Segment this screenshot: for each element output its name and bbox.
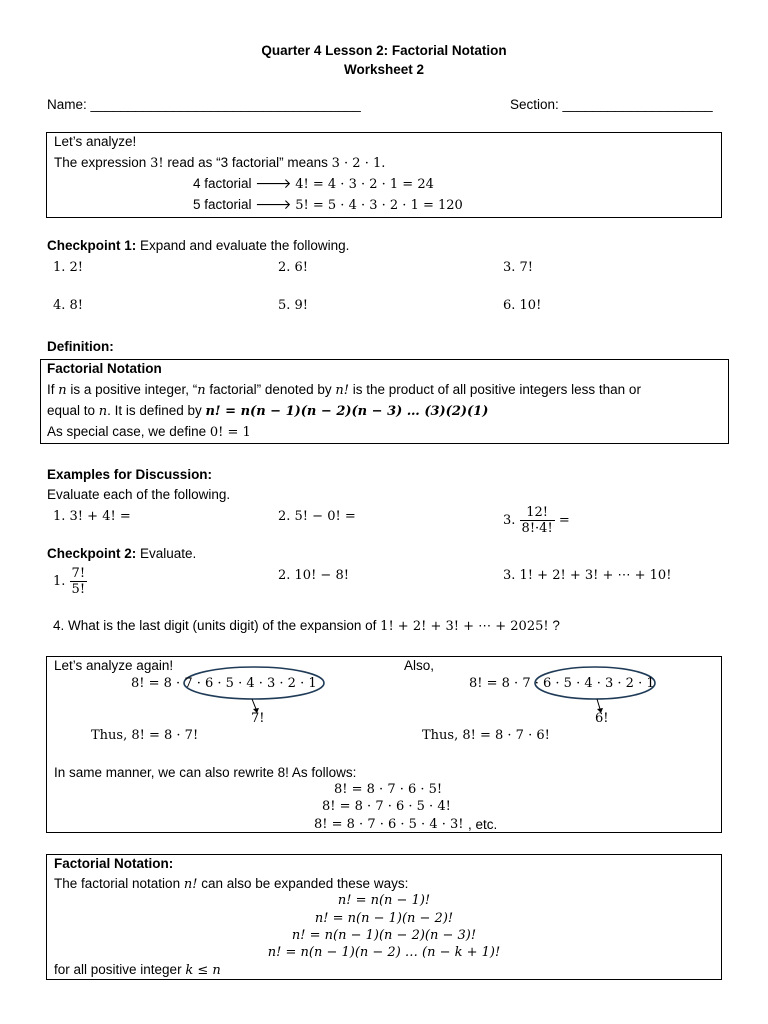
right-thus-line: Thus, 8! = 8 · 7 · 6! [422, 728, 550, 743]
definition-text: equal to [47, 403, 99, 418]
rewrite-eq-1: 8! = 8 · 7 · 6 · 5! [334, 782, 443, 797]
checkpoint1-item-3: 3. 7! [503, 260, 534, 275]
section-field[interactable]: Section: ____________________ [510, 97, 713, 112]
intro-end: can also be expanded these ways: [197, 876, 409, 891]
notation-eq-3: n! = n(n − 1)(n − 2)(n − 3)! [291, 928, 477, 943]
definition-text: factorial” denoted by [205, 382, 336, 397]
etc-label: , etc. [468, 817, 498, 832]
checkpoint2-item-2: 2. 10! − 8! [278, 568, 349, 583]
fraction-numerator: 7! [71, 566, 86, 581]
definition-text: . It is defined by [107, 403, 206, 418]
notation-footer [54, 962, 221, 978]
n-factorial: n! [183, 877, 198, 892]
variable-n: n [58, 383, 67, 398]
left-expansion [131, 676, 317, 691]
five-factorial-label: 5 factorial [193, 197, 256, 212]
notation-eq-1: n! = n(n − 1)! [337, 893, 431, 908]
right-arrow-label: 6! [595, 711, 609, 726]
notation-eq-4: n! = n(n − 1)(n − 2) … (n − k + 1)! [267, 945, 501, 960]
question-text: 4. What is the last digit (units digit) of the expansion of [53, 618, 381, 633]
footer-text: for all positive integer [54, 962, 186, 977]
definition-heading: Definition: [47, 339, 114, 354]
also-label: Also, [404, 658, 435, 673]
checkpoint1-item-2: 2. 6! [278, 260, 309, 275]
right-arrow-icon: 🡒 [255, 176, 292, 191]
left-arrow-label: 7! [251, 711, 265, 726]
rewrite-eq-2: 8! = 8 · 7 · 6 · 5 · 4! [322, 799, 451, 814]
name-field[interactable]: Name: ____________________________________ [47, 97, 361, 112]
question-end: ? [548, 618, 560, 633]
fraction-denominator: 5! [71, 582, 86, 597]
variable-n: n [197, 383, 206, 398]
analyze-again-heading: Let’s analyze again! [54, 658, 174, 673]
notation-title: Factorial Notation: [54, 856, 174, 871]
checkpoint2-text: Evaluate. [136, 546, 197, 561]
rewrite-text: In same manner, we can also rewrite 8! As follows: [54, 765, 357, 780]
notation-intro [54, 876, 408, 892]
checkpoint1-item-6: 6. 10! [503, 298, 542, 313]
analyze-heading: Let’s analyze! [54, 134, 137, 149]
n-factorial: n! [335, 383, 350, 398]
rewrite-eq-3: 8! = 8 · 7 · 6 · 5 · 4 · 3! [314, 817, 464, 832]
intro-text: The factorial notation [54, 876, 184, 891]
expansion-prefix: 8! = 8 · [131, 676, 181, 691]
zero-factorial: 0! = 1 [209, 425, 251, 440]
k-condition: k ≤ n [185, 963, 221, 978]
expansion-prefix: 8! = 8 · 7 · [469, 676, 539, 691]
four-factorial-label: 4 factorial [193, 176, 256, 191]
fraction-denominator: 8!·4! [521, 521, 553, 536]
worksheet-subtitle: Worksheet 2 [343, 62, 425, 77]
right-arrow-icon: 🡒 [255, 197, 292, 212]
item-number: 1. [53, 574, 66, 589]
example-item-2: 2. 5! − 0! = [278, 509, 356, 524]
checkpoint1-heading: Checkpoint 1: [47, 238, 137, 253]
checkpoint1-item-5: 5. 9! [278, 298, 309, 313]
factorial-formula: n! = n(n − 1)(n − 2)(n − 3) … (3)(2)(1) [205, 404, 489, 419]
variable-n: n [98, 404, 108, 419]
examples-heading: Examples for Discussion: [47, 467, 213, 482]
checkpoint1-item-4: 4. 8! [53, 298, 84, 313]
definition-text: is a positive integer, “ [66, 382, 198, 397]
five-factorial-math: 5! = 5 · 4 · 3 · 2 · 1 = 120 [295, 198, 463, 213]
expression-read-text: read as “3 factorial” means [163, 155, 332, 170]
definition-text: is the product of all positive integers less than or [349, 382, 641, 397]
checkpoint1-item-1: 1. 2! [53, 260, 84, 275]
definition-text: As special case, we define [47, 424, 210, 439]
fraction-numerator: 12! [520, 505, 555, 521]
example-item-1: 1. 3! + 4! = [53, 509, 131, 524]
examples-instruction: Evaluate each of the following. [47, 487, 231, 502]
left-thus-line: Thus, 8! = 8 · 7! [91, 728, 199, 743]
right-expansion [469, 676, 655, 691]
four-factorial-math: 4! = 4 · 3 · 2 · 1 = 24 [295, 177, 434, 192]
item-number: 3. [503, 513, 516, 528]
worksheet-title: Quarter 4 Lesson 2: Factorial Notation [261, 43, 507, 58]
definition-box-title: Factorial Notation [47, 361, 162, 376]
circled-product: 6 · 5 · 4 · 3 · 2 · 1 [543, 676, 655, 691]
checkpoint2-item-3: 3. 1! + 2! + 3! + ⋯ + 10! [503, 568, 672, 583]
notation-eq-2: n! = n(n − 1)(n − 2)! [314, 911, 454, 926]
checkpoint2-heading: Checkpoint 2: [47, 546, 137, 561]
equals-sign: = [558, 513, 570, 528]
definition-text: If [47, 382, 59, 397]
expression-text: The expression [54, 155, 151, 170]
expression-math: 3! [150, 156, 164, 171]
expression-meaning: 3 · 2 · 1. [331, 156, 386, 171]
checkpoint1-text: Expand and evaluate the following. [136, 238, 350, 253]
circled-product: 7 · 6 · 5 · 4 · 3 · 2 · 1 [184, 676, 317, 691]
factorial-sum: 1! + 2! + 3! + ⋯ + 2025! [380, 619, 549, 634]
